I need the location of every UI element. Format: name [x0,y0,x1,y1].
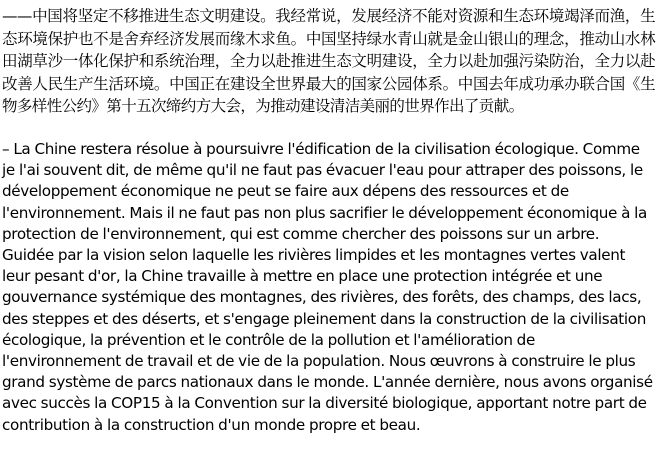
chinese-paragraph: ——中国将坚定不移推进生态文明建设。我经常说，发展经济不能对资源和生态环境竭泽而渔，生态环境保护也不是舍弃经济发展而缘木求鱼。中国坚持绿水青山就是金山银山的理念，推动山水林田湖草沙一体化保护和系统治理，全力以赴推进生态文明建设，全力以赴加强污染防治，全力以赴改善人民生产生活环境。中国正在建设全世界最大的国家公园体系。中国去年成功承办联合国《生物多样性公约》第十五次缔约方大会，为推动建设清洁美丽的世界作出了贡献。 [2,7,655,116]
french-paragraph: – La Chine restera résolue à poursuivre l'édification de la civilisation écologique. Comme je l'ai souvent dit, de même qu'il ne faut pas évacuer l'eau pour attraper des poissons, le développement économique ne peut se faire aux dépens des ressources et de l'environnement. Mais il ne faut pas non plus sacrifier le développement économique à la protection de l'environnement, qui est comme chercher des poissons sur un arbre. Guidée par la vision selon laquelle les rivières limpides et les montagnes vertes valent leur pesant d'or, la Chine travaille à mettre en place une protection intégrée et une gouvernance systémique des montagnes, des rivières, des forêts, des champs, des lacs, des steppes et des déserts, et s'engage pleinement dans la construction de la civilisation écologique, la prévention et le contrôle de la pollution et l'amélioration de l'environnement de travail et de vie de la population. Nous œuvrons à construire le plus grand système de parcs nationaux dans le monde. L'année dernière, nous avons organisé avec succès la COP15 à la Convention sur la diversité biologique, apportant notre part de contribution à la construction d'un monde propre et beau. [2,139,653,434]
document-body [2,0,655,436]
